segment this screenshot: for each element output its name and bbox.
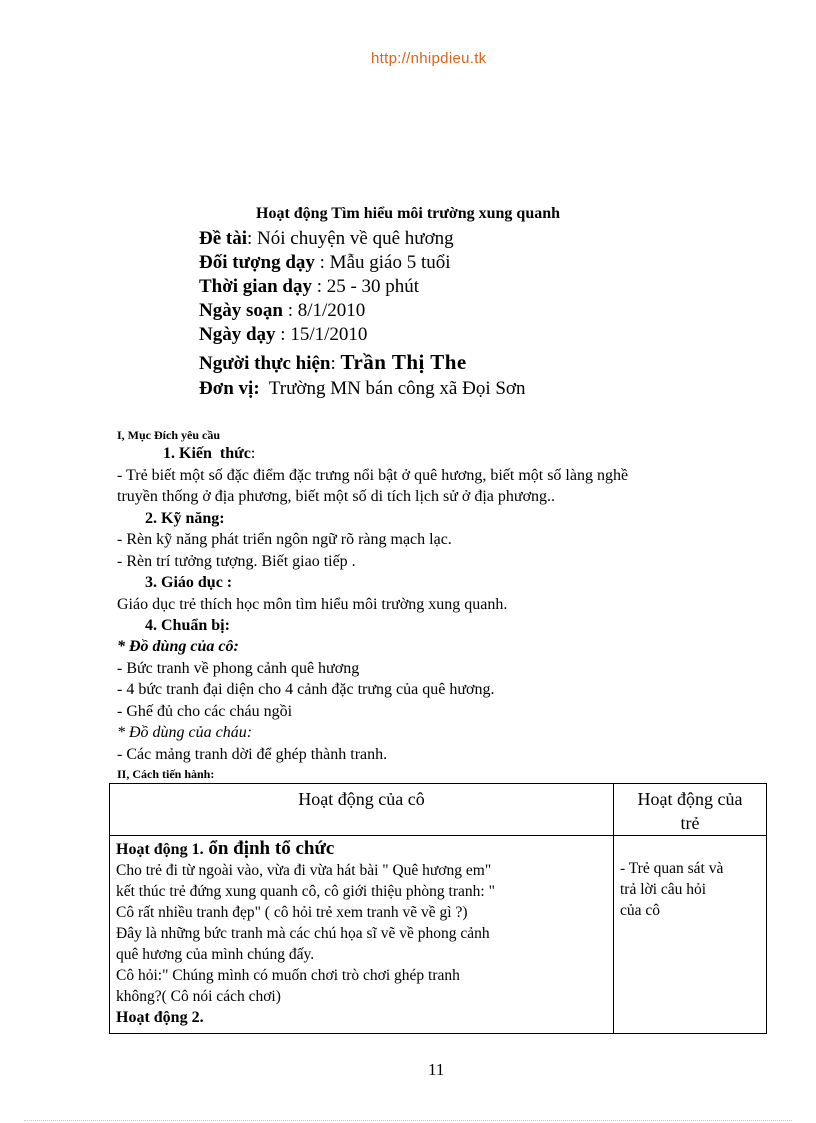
- knowledge-line-1: - Trẻ biết một số đặc điểm đặc trưng nổi bật ở quê hương, biết một số làng nghề: [117, 467, 629, 484]
- child-activity-line: của cô: [620, 902, 661, 919]
- audience-label: Đối tượng dạy: [199, 252, 315, 273]
- knowledge-heading: [163, 445, 255, 463]
- teacher-name: Trần Thị The: [340, 350, 467, 374]
- unit-label: Đơn vị:: [199, 378, 260, 399]
- unit-line: [199, 378, 525, 400]
- unit-value: Trường MN bán công xã Đọi Sơn: [259, 378, 526, 399]
- activity-2-title: Hoạt động 2.: [116, 1009, 204, 1026]
- teacher-item-1: - Bức tranh về phong cảnh quê hương: [117, 660, 360, 677]
- duration-value: : 25 - 30 phút: [311, 276, 420, 297]
- duration-line: [199, 276, 419, 298]
- prep-date-line: [199, 300, 365, 322]
- audience-value: : Mẫu giáo 5 tuổi: [314, 252, 451, 273]
- activity-1-line: Đây là những bức tranh mà các chú họa sĩ vẽ về phong cảnh: [116, 925, 490, 942]
- teach-date-label: Ngày dạy: [199, 324, 276, 345]
- teacher-item-3: - Ghế đủ cho các cháu ngồi: [117, 703, 293, 720]
- table-row: [110, 836, 767, 1034]
- skills-line-1: - Rèn kỹ năng phát triển ngôn ngữ rõ ràng mạch lạc.: [117, 531, 452, 548]
- teacher-line: [199, 350, 467, 375]
- footer-divider: [24, 1120, 792, 1121]
- prep-heading: 4. Chuẩn bị:: [145, 617, 230, 634]
- knowledge-heading-text: 1. Kiến thức: [163, 445, 251, 462]
- section1-heading: I, Mục Đích yêu cầu: [117, 428, 220, 442]
- child-activity-line: - Trẻ quan sát và: [620, 860, 724, 877]
- knowledge-colon: :: [250, 445, 256, 462]
- activity-1-line: Cho trẻ đi từ ngoài vào, vừa đi vừa hát bài " Quê hương em": [116, 862, 492, 879]
- teacher-activity-cell: [110, 836, 614, 1034]
- knowledge-line-2: truyền thống ở địa phương, biết một số di tích lịch sử ở địa phương..: [117, 488, 556, 505]
- topic-line: [199, 228, 454, 250]
- education-line-1: Giáo dục trẻ thích học môn tìm hiểu môi trường xung quanh.: [117, 596, 508, 613]
- teacher-item-2: - 4 bức tranh đại diện cho 4 cảnh đặc trưng của quê hương.: [117, 681, 495, 698]
- activity-1-line: quê hương của mình chúng đấy.: [116, 946, 315, 963]
- activity-table: [109, 783, 767, 1034]
- activity-1-line: Cô rất nhiều tranh đẹp" ( cô hỏi trẻ xem tranh vẽ về gì ?): [116, 904, 468, 921]
- activity-1-line: Cô hỏi:" Chúng mình có muốn chơi trò chơi ghép tranh: [116, 967, 460, 984]
- page-number: 11: [428, 1060, 445, 1079]
- topic-label: Đề tài: [199, 228, 248, 249]
- document-title: Hoạt động Tìm hiểu môi trường xung quanh: [256, 205, 561, 222]
- child-items-heading: * Đồ dùng của cháu:: [117, 724, 253, 741]
- table-header-row: [110, 784, 767, 836]
- child-activity-line: trả lời câu hỏi: [620, 881, 707, 898]
- teacher-label: Người thực hiện: [199, 353, 331, 374]
- header-teacher-activity: Hoạt động của cô: [110, 784, 614, 836]
- header-child-activity: Hoạt động của trẻ: [614, 784, 767, 836]
- duration-label: Thời gian dạy: [199, 276, 312, 297]
- activity-1-line: không?( Cô nói cách chơi): [116, 988, 281, 1005]
- teacher-items-heading: * Đồ dùng của cô:: [117, 638, 239, 655]
- skills-heading: 2. Kỹ năng:: [145, 510, 225, 527]
- skills-line-2: - Rèn trí tưởng tượng. Biết giao tiếp .: [117, 553, 356, 570]
- topic-value: : Nói chuyện về quê hương: [247, 228, 454, 249]
- child-item-1: - Các mảng tranh dời để ghép thành tranh.: [117, 746, 388, 763]
- teacher-sep: :: [330, 353, 341, 374]
- prep-date-label: Ngày soạn: [199, 300, 283, 321]
- prep-date-value: : 8/1/2010: [282, 300, 366, 321]
- teach-date-line: [199, 324, 367, 346]
- section2-heading: II, Cách tiến hành:: [117, 767, 215, 781]
- header-url[interactable]: http://nhipdieu.tk: [371, 50, 487, 67]
- education-heading: 3. Giáo dục :: [145, 574, 233, 591]
- teach-date-value: : 15/1/2010: [275, 324, 368, 345]
- child-activity-cell: [614, 836, 767, 1034]
- activity-1-line: kết thúc trẻ đứng xung quanh cô, cô giới thiệu phòng tranh: ": [116, 883, 495, 900]
- audience-line: [199, 252, 451, 274]
- activity-1-title: Hoạt động 1. ổn định tổ chức: [116, 838, 335, 859]
